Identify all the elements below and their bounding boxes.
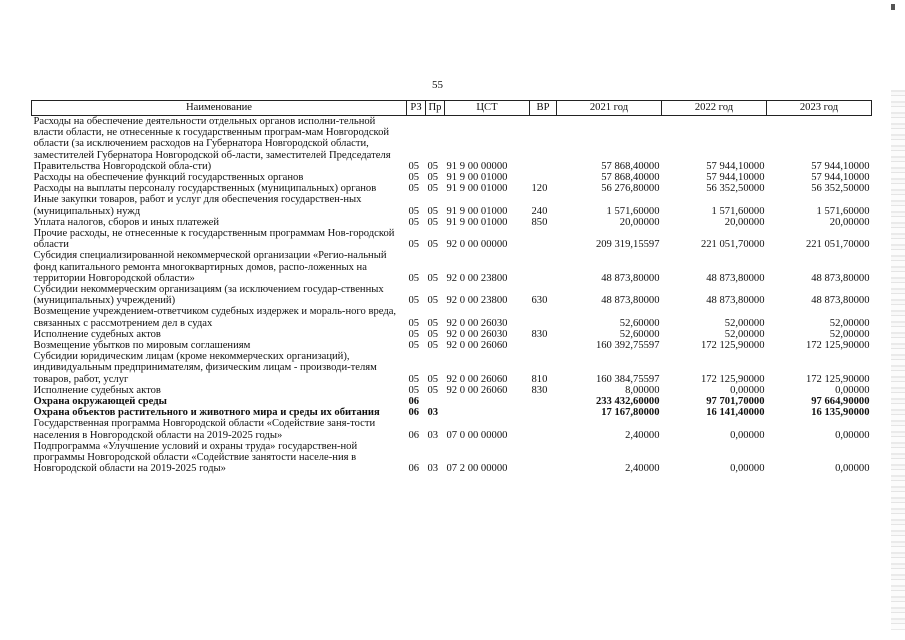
row-rz: 05: [408, 160, 420, 172]
header-rz: РЗ: [407, 101, 426, 116]
row-rz: 05: [408, 272, 420, 284]
row-vr: 120: [531, 183, 548, 195]
header-2023: 2023 год: [767, 101, 872, 116]
row-value-2021: 8,00000: [625, 384, 660, 396]
row-value-2021: 1 571,60000: [606, 205, 660, 217]
row-pr: 05: [427, 373, 439, 385]
row-value-2021: 233 432,60000: [595, 396, 660, 408]
row-value-2023: 16 135,90000: [811, 407, 870, 419]
row-vr: 850: [531, 216, 548, 228]
row-pr: 05: [427, 172, 439, 184]
row-name: Исполнение судебных актов: [33, 328, 161, 340]
row-rz: 05: [408, 328, 420, 340]
page-number: 55: [432, 79, 443, 91]
row-vr: 830: [531, 384, 548, 396]
table-row: [32, 228, 872, 250]
row-name: Субсидии юридическим лицам (кроме некоммерческих организаций), индивидуальным предпринимателям, физическим лицам - производи-телям товаров, работ, услуг: [33, 351, 377, 385]
table-row: [32, 329, 872, 340]
table-body: [32, 116, 872, 475]
row-value-2023: 221 051,70000: [805, 239, 870, 251]
row-rz: 05: [408, 317, 420, 329]
row-pr: 05: [427, 216, 439, 228]
row-vr: [530, 340, 557, 351]
row-vr: [530, 418, 557, 440]
row-rz: 05: [408, 340, 420, 352]
table-row: [32, 116, 872, 173]
row-vr: 810: [531, 373, 548, 385]
row-pr: 03: [427, 463, 439, 475]
row-name: Подпрограмма «Улучшение условий и охраны труда» государствен-ной программы Новгородской области «Содействие занятости населе-ния в Новгородской области на 2019-2025 годы»: [33, 440, 358, 475]
row-vr: 240: [531, 205, 548, 217]
row-value-2023: 57 944,10000: [811, 160, 870, 172]
row-rz: 05: [408, 384, 420, 396]
row-vr: 830: [531, 328, 548, 340]
row-pr: 05: [427, 384, 439, 396]
row-name: Расходы на обеспечение деятельности отдельных органов исполни-тельной власти области, не отнесенные к государственным програм-мам Новгородской области (за исключением расходов на Губернатора Новгородской области, заместителей Губернатора Новгородской об-ласти, заместителей Председателя Правительства Новгородской обла-сти): [33, 116, 391, 172]
row-value-2022: 56 352,50000: [706, 183, 765, 195]
row-value-2022: 0,00000: [730, 463, 765, 475]
table-row: [32, 217, 872, 228]
table-row: [32, 306, 872, 328]
row-cst: 92 0 00 00000: [446, 239, 508, 251]
row-name: Возмещение учреждением-ответчиком судебных издержек и мораль-ного вреда, связанных с рассмотрением дел в судах: [33, 306, 397, 329]
row-cst: 92 0 00 26030: [446, 328, 508, 340]
row-value-2023: 172 125,90000: [805, 373, 870, 385]
row-name: Охрана окружающей среды: [33, 396, 167, 408]
row-name: Расходы на обеспечение функций государственных органов: [33, 172, 304, 184]
table-row: [32, 284, 872, 306]
row-vr: [530, 250, 557, 284]
row-value-2021: 20,00000: [619, 216, 660, 228]
row-value-2021: 52,60000: [619, 328, 660, 340]
row-value-2023: 48 873,80000: [811, 295, 870, 307]
row-value-2021: 160 384,75597: [595, 373, 660, 385]
row-pr: 05: [427, 239, 439, 251]
row-value-2022: 52,00000: [724, 317, 765, 329]
row-value-2021: 56 276,80000: [601, 183, 660, 195]
scan-mark: [891, 4, 895, 10]
row-value-2022: 1 571,60000: [711, 205, 765, 217]
header-pr: Пр: [426, 101, 445, 116]
row-cst: 91 9 00 01000: [446, 183, 508, 195]
row-value-2022: 172 125,90000: [700, 373, 765, 385]
row-value-2021: 160 392,75597: [595, 340, 660, 352]
header-vr: ВР: [530, 101, 557, 116]
row-value-2023: 0,00000: [835, 384, 870, 396]
row-cst: 91 9 00 01000: [446, 172, 508, 184]
row-rz: 05: [408, 295, 420, 307]
row-cst: 92 0 00 26060: [446, 340, 508, 352]
row-cst: 92 0 00 23800: [446, 295, 508, 307]
row-vr: [530, 116, 557, 173]
row-value-2021: 2,40000: [625, 429, 660, 441]
row-value-2023: 57 944,10000: [811, 172, 870, 184]
row-value-2022: 57 944,10000: [706, 172, 765, 184]
table-row: [32, 194, 872, 216]
row-rz: 05: [408, 172, 420, 184]
row-cst: [445, 407, 530, 418]
row-pr: 05: [427, 160, 439, 172]
row-value-2022: 97 701,70000: [706, 396, 765, 408]
row-name: Исполнение судебных актов: [33, 384, 161, 396]
row-value-2023: 56 352,50000: [811, 183, 870, 195]
row-cst: [445, 396, 530, 407]
row-pr: 05: [427, 317, 439, 329]
scan-edge-artifact: [891, 90, 905, 630]
row-cst: 92 0 00 26060: [446, 384, 508, 396]
row-value-2021: 48 873,80000: [601, 272, 660, 284]
row-value-2022: 16 141,40000: [706, 407, 765, 419]
row-rz: 05: [408, 216, 420, 228]
table-row: [32, 250, 872, 284]
row-value-2021: 48 873,80000: [601, 295, 660, 307]
row-rz: 05: [408, 183, 420, 195]
table-row: [32, 396, 872, 407]
header-2021: 2021 год: [557, 101, 662, 116]
row-value-2023: 97 664,90000: [811, 396, 870, 408]
row-value-2022: 52,00000: [724, 328, 765, 340]
row-cst: 92 0 00 26060: [446, 373, 508, 385]
row-vr: [530, 407, 557, 418]
row-value-2023: 48 873,80000: [811, 272, 870, 284]
row-vr: [530, 306, 557, 328]
row-name: Возмещение убытков по мировым соглашениям: [33, 340, 251, 352]
table-row: [32, 418, 872, 440]
row-value-2021: 209 319,15597: [595, 239, 660, 251]
row-value-2022: 48 873,80000: [706, 295, 765, 307]
row-pr: 03: [427, 429, 439, 441]
row-vr: [530, 441, 557, 475]
row-name: Иные закупки товаров, работ и услуг для обеспечения государствен-ных (муниципальных) нужд: [33, 194, 362, 217]
row-pr: [426, 396, 445, 407]
row-pr: 05: [427, 295, 439, 307]
row-value-2021: 57 868,40000: [601, 172, 660, 184]
row-value-2023: 20,00000: [829, 216, 870, 228]
row-vr: [530, 228, 557, 250]
header-2022: 2022 год: [662, 101, 767, 116]
row-cst: 91 9 00 01000: [446, 205, 508, 217]
table-header-row: [32, 101, 872, 116]
row-value-2023: 0,00000: [835, 429, 870, 441]
row-value-2022: 172 125,90000: [700, 340, 765, 352]
row-value-2022: 20,00000: [724, 216, 765, 228]
row-pr: 05: [427, 272, 439, 284]
row-rz: 06: [408, 396, 420, 408]
row-pr: 05: [427, 328, 439, 340]
table-row: [32, 172, 872, 183]
header-cst: ЦСТ: [445, 101, 530, 116]
table-row: [32, 441, 872, 475]
row-value-2021: 57 868,40000: [601, 160, 660, 172]
row-rz: 06: [408, 463, 420, 475]
row-cst: 07 0 00 00000: [446, 429, 508, 441]
header-name: Наименование: [32, 101, 407, 116]
row-pr: 05: [427, 205, 439, 217]
row-cst: 07 2 00 00000: [446, 463, 508, 475]
row-value-2023: 1 571,60000: [816, 205, 870, 217]
row-value-2023: 52,00000: [829, 328, 870, 340]
row-rz: 05: [408, 239, 420, 251]
row-name: Расходы на выплаты персоналу государственных (муниципальных) органов: [33, 183, 377, 195]
row-rz: 05: [408, 373, 420, 385]
row-rz: 06: [408, 407, 420, 419]
row-name: Охрана объектов растительного и животного мира и среды их обитания: [33, 407, 380, 419]
row-name: Государственная программа Новгородской области «Содействие заня-тости населения в Новгородской области на 2019-2025 годы»: [33, 418, 376, 441]
row-value-2021: 52,60000: [619, 317, 660, 329]
row-cst: 91 9 00 01000: [446, 216, 508, 228]
row-vr: [530, 172, 557, 183]
table-row: [32, 183, 872, 194]
table-row: [32, 385, 872, 396]
row-rz: 05: [408, 205, 420, 217]
row-value-2021: 2,40000: [625, 463, 660, 475]
row-rz: 06: [408, 429, 420, 441]
row-cst: 92 0 00 26030: [446, 317, 508, 329]
row-pr: 03: [427, 407, 439, 419]
table-row: [32, 351, 872, 385]
row-name: Уплата налогов, сборов и иных платежей: [33, 216, 220, 228]
row-pr: 05: [427, 340, 439, 352]
table-row: [32, 340, 872, 351]
row-value-2022: 0,00000: [730, 384, 765, 396]
row-value-2022: 221 051,70000: [700, 239, 765, 251]
row-vr: [530, 396, 557, 407]
table-row: [32, 407, 872, 418]
row-cst: 92 0 00 23800: [446, 272, 508, 284]
row-value-2021: 17 167,80000: [601, 407, 660, 419]
row-value-2022: 57 944,10000: [706, 160, 765, 172]
row-name: Прочие расходы, не отнесенные к государственным программам Нов-городской области: [33, 228, 395, 251]
row-name: Субсидия специализированной некоммерческой организации «Регио-нальный фонд капитального ремонта многоквартирных домов, распо-ложенных на территории Новгородской области»: [33, 250, 387, 284]
budget-table: [31, 100, 872, 475]
row-value-2023: 0,00000: [835, 463, 870, 475]
row-value-2022: 0,00000: [730, 429, 765, 441]
row-cst: 91 9 00 00000: [446, 160, 508, 172]
row-pr: 05: [427, 183, 439, 195]
row-value-2022: 48 873,80000: [706, 272, 765, 284]
row-name: Субсидии некоммерческим организациям (за исключением государ-ственных (муниципальных) учреждений): [33, 284, 384, 307]
row-vr: 630: [531, 295, 548, 307]
row-value-2023: 172 125,90000: [805, 340, 870, 352]
row-value-2023: 52,00000: [829, 317, 870, 329]
